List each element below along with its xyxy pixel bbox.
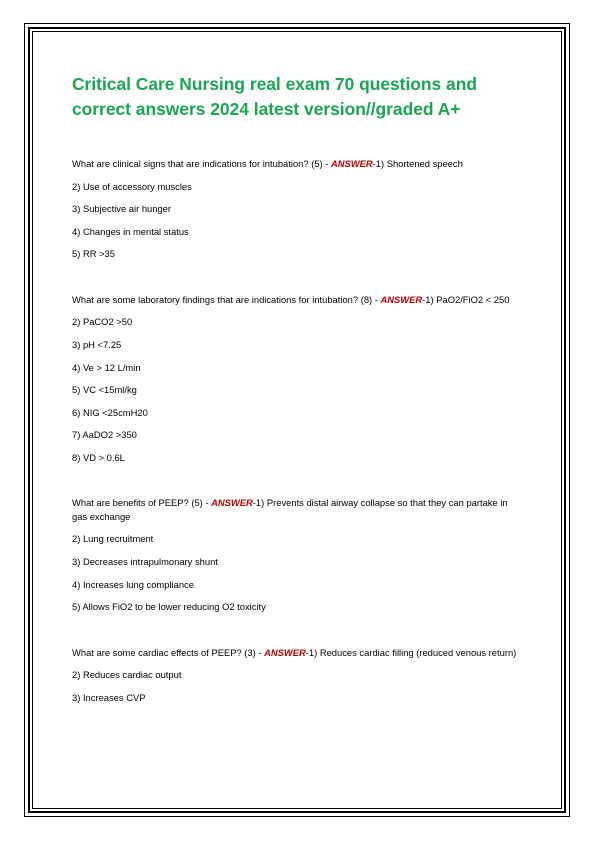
answer-first-item: -1) Prevents distal airway collapse so that they can partake in gas exchange <box>72 497 508 522</box>
answer-item: 4) Ve > 12 L/min <box>72 361 141 373</box>
answer-item: 2) Reduces cardiac output <box>72 669 182 681</box>
answer-first-item: -1) PaO2/FiO2 < 250 <box>422 293 510 305</box>
answer-item: 8) VD > 0.6L <box>72 451 125 463</box>
answer-item: 7) AaDO2 >350 <box>72 429 137 441</box>
answer-label: ANSWER <box>211 497 253 509</box>
document-title: Critical Care Nursing real exam 70 questions and correct answers 2024 latest version//graded A+ <box>72 74 477 119</box>
answer-item: 2) PaCO2 >50 <box>72 316 133 328</box>
answer-item: 5) VC <15ml/kg <box>72 384 137 396</box>
qa-block-peep-benefits <box>72 496 524 613</box>
qa-block-intubation-labs <box>72 293 524 465</box>
question-line <box>72 646 524 659</box>
answer-item: 3) Decreases intrapulmonary shunt <box>72 555 218 567</box>
question-line <box>72 157 524 170</box>
answer-label: ANSWER <box>330 158 373 169</box>
answer-label: ANSWER <box>380 293 423 305</box>
qa-block-intubation-signs <box>72 157 524 261</box>
qa-block-peep-cardiac <box>72 646 524 705</box>
answer-item: 5) Allows FiO2 to be lower reducing O2 toxicity <box>72 601 266 613</box>
question-text: What are some laboratory findings that are indications for intubation? (8) - <box>72 293 381 305</box>
document-body <box>72 72 524 713</box>
answer-first-item: -1) Shortened speech <box>372 158 463 169</box>
answer-item: 2) Lung recruitment <box>72 533 154 545</box>
question-text: What are benefits of PEEP? (5) - <box>72 497 212 509</box>
question-text: What are clinical signs that are indications for intubation? (5) - <box>72 158 331 169</box>
question-line <box>72 496 524 523</box>
question-text: What are some cardiac effects of PEEP? (3) - <box>72 646 265 658</box>
answer-item: 3) Subjective air hunger <box>72 203 172 215</box>
answer-item: 4) Changes in mental status <box>72 225 189 237</box>
answer-label: ANSWER <box>264 646 306 658</box>
question-line <box>72 293 524 306</box>
answer-item: 6) NIG <25cmH20 <box>72 406 148 418</box>
answer-item: 3) pH <7.25 <box>72 338 122 350</box>
answer-item: 4) Increases lung compliance <box>72 578 194 590</box>
answer-first-item: -1) Reduces cardiac filling (reduced venous return) <box>305 646 517 658</box>
answer-item: 2) Use of accessory muscles <box>72 180 192 192</box>
answer-item: 3) Increases CVP <box>72 691 146 703</box>
answer-item: 5) RR >35 <box>72 248 115 260</box>
